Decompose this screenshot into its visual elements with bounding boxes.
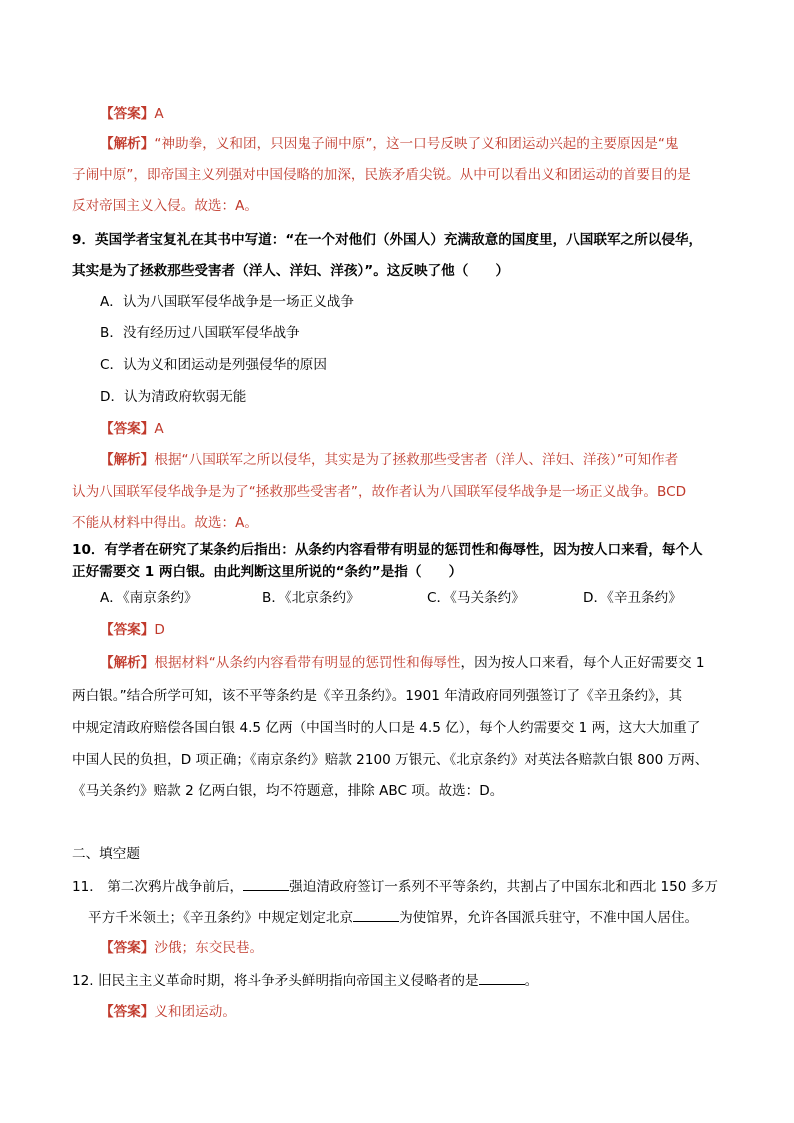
q9-option-c: C．认为义和团运动是列强侵华的原因 — [100, 357, 327, 373]
q8-analysis-line-1 — [100, 134, 678, 154]
q9-option-d: D．认为清政府软弱无能 — [100, 389, 247, 405]
q12-text-a: 12. 旧民主主义革命时期，将斗争矛头鲜明指向帝国主义侵略者的是 — [72, 973, 479, 989]
q8-analysis-line-3: 反对帝国主义入侵。故选：A。 — [72, 198, 259, 214]
answer-label: 【答案】 — [100, 421, 155, 437]
answer-value: 义和团运动。 — [154, 1004, 236, 1020]
q11-stem-line-2 — [88, 907, 698, 928]
analysis-text: “神助拳，义和团，只因鬼子闹中原”，这一口号反映了义和团运动兴起的主要原因是“鬼 — [154, 136, 679, 152]
answer-label: 【答案】 — [100, 622, 155, 638]
q9-answer — [100, 419, 164, 439]
q10-analysis-line-4: 中国人民的负担，D 项正确；《南京条约》赔款 2100 万银元、《北京条约》对英法各赔款白银 800 万两、 — [72, 752, 709, 768]
answer-value: A — [154, 106, 164, 122]
q12-blank — [479, 970, 525, 985]
analysis-text: 根据“八国联军之所以侵华，其实是为了拯救那些受害者（洋人、洋妇、洋孩）”可知作者 — [154, 452, 679, 468]
analysis-text: ，因为按人口来看，每个人正好需要交 1 — [460, 655, 705, 671]
answer-label: 【答案】 — [100, 1004, 155, 1020]
answer-label: 【答案】 — [100, 106, 155, 122]
analysis-label: 【解析】 — [100, 136, 155, 152]
q11-blank-2 — [353, 907, 399, 922]
q9-analysis-line-3: 不能从材料中得出。故选：A。 — [72, 515, 259, 531]
section-title: 二、填空题 — [72, 846, 140, 862]
q12-stem — [72, 970, 538, 991]
analysis-label: 【解析】 — [100, 655, 155, 671]
q10-stem-line-1: 10．有学者在研究了某条约后指出：从条约内容看带有明显的惩罚性和侮辱性，因为按人口来看，每个人 — [72, 542, 703, 558]
q10-analysis-line-5: 《马关条约》赔款 2 亿两白银，均不符题意，排除 ABC 项。故选：D。 — [72, 783, 504, 799]
q9-option-b: B．没有经历过八国联军侵华战争 — [100, 325, 300, 341]
q12-answer — [100, 1002, 236, 1022]
q10-analysis-line-1 — [100, 653, 705, 673]
analysis-label: 【解析】 — [100, 452, 155, 468]
q9-analysis-line-2: 认为八国联军侵华战争是为了“拯救那些受害者”，故作者认为八国联军侵华战争是一场正义战争。BCD — [72, 484, 687, 500]
q9-stem-line-2: 其实是为了拯救那些受害者（洋人、洋妇、洋孩）”。这反映了他（ ） — [72, 263, 510, 279]
answer-value: D — [154, 622, 165, 638]
q10-stem-line-2: 正好需要交 1 两白银。由此判断这里所说的“条约”是指（ ） — [72, 564, 463, 580]
q8-answer — [100, 104, 164, 124]
q10-analysis-line-3: 中规定清政府赔偿各国白银 4.5 亿两（中国当时的人口是 4.5 亿），每个人约需要交 1 两，这大大加重了 — [72, 720, 701, 736]
answer-value: 沙俄；东交民巷。 — [154, 940, 264, 956]
q11-text-c: 平方千米领土；《辛丑条约》中规定划定北京 — [88, 910, 354, 926]
q11-stem-line-1 — [72, 876, 718, 897]
q9-analysis-line-1 — [100, 450, 678, 470]
q11-answer — [100, 938, 263, 958]
q11-text-a: 11． 第二次鸦片战争前后， — [72, 879, 244, 895]
q10-option-c: C．《马关条约》 — [427, 590, 525, 606]
q9-stem-line-1: 9．英国学者宝复礼在其书中写道：“在一个对他们（外国人）充满敌意的国度里，八国联军之所以侵华， — [72, 232, 703, 248]
q10-option-d: D．《辛丑条约》 — [583, 590, 682, 606]
q10-answer — [100, 620, 165, 640]
q12-text-b: 。 — [524, 973, 539, 989]
q11-text-d: 为使馆界，允许各国派兵驻守，不准中国人居住。 — [399, 910, 699, 926]
answer-value: A — [154, 421, 164, 437]
q11-blank-1 — [243, 876, 289, 891]
q10-analysis-line-2: 两白银。”结合所学可知，该不平等条约是《辛丑条约》。1901 年清政府同列强签订了《辛丑条约》，其 — [72, 688, 683, 704]
q8-analysis-line-2: 子闹中原”，即帝国主义列强对中国侵略的加深，民族矛盾尖锐。从中可以看出义和团运动的首要目的是 — [72, 167, 691, 183]
answer-label: 【答案】 — [100, 940, 155, 956]
q11-text-b: 强迫清政府签订一系列不平等条约，共割占了中国东北和西北 150 多万 — [289, 879, 718, 895]
q10-option-b: B．《北京条约》 — [262, 590, 360, 606]
q10-option-a: A．《南京条约》 — [100, 590, 198, 606]
analysis-quote: 根据材料“从条约内容看带有明显的惩罚性和侮辱性 — [154, 655, 461, 671]
q9-option-a: A．认为八国联军侵华战争是一场正义战争 — [100, 294, 354, 310]
